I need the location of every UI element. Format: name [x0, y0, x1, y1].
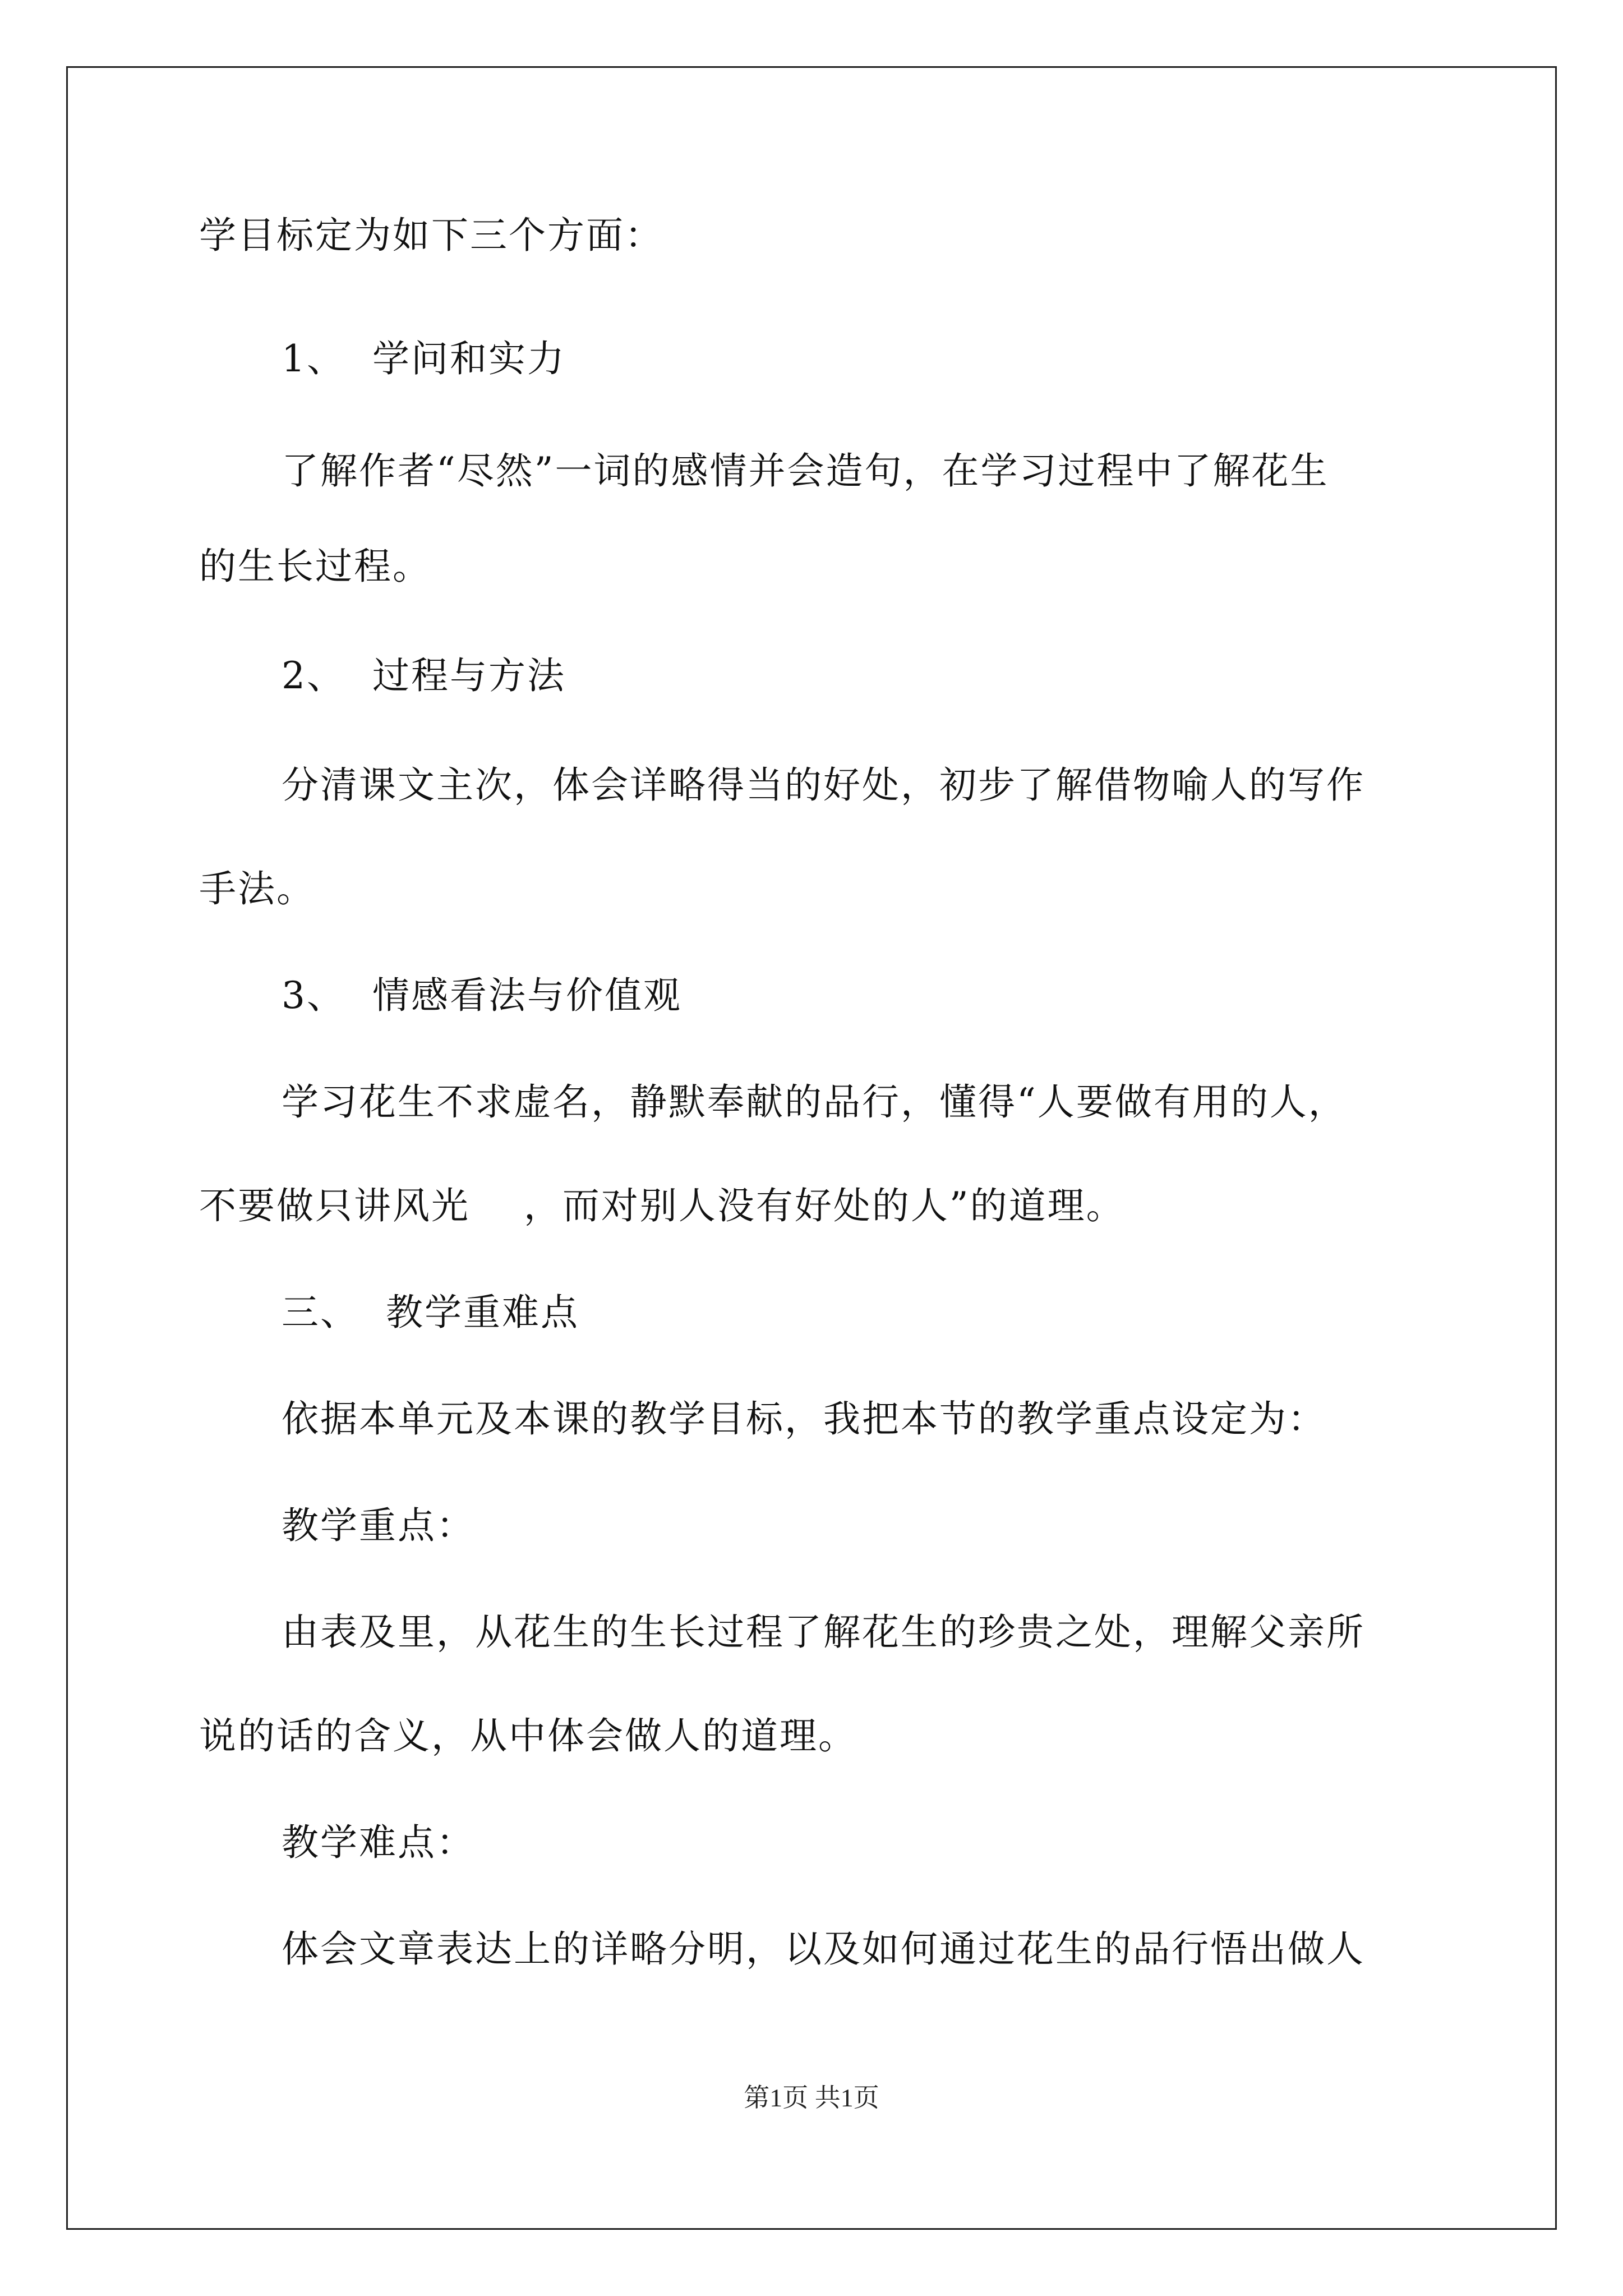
subheading: 教学重点：	[282, 1504, 475, 1547]
paragraph-line: 体会文章表达上的详略分明，以及如何通过花生的品行悟出做人	[282, 1927, 1365, 1971]
paragraph-line: 说的话的含义，从中体会做人的道理。	[199, 1714, 857, 1757]
section-heading: 3、 情感看法与价值观	[282, 974, 682, 1017]
paragraph-line: 手法。	[199, 867, 315, 910]
paragraph-line: 学习花生不求虚名，静默奉献的品行，懂得“人要做有用的人，	[282, 1080, 1347, 1124]
paragraph-line: 分清课文主次，体会详略得当的好处，初步了解借物喻人的写作	[282, 763, 1365, 807]
section-heading: 三、 教学重难点	[282, 1291, 579, 1334]
subheading: 教学难点：	[282, 1821, 475, 1864]
section-heading: 1、 学问和实力	[282, 337, 566, 380]
paragraph-line: 的生长过程。	[199, 545, 431, 588]
paragraph-line: 不要做只讲风光 ，而对别人没有好处的人”的道理。	[199, 1184, 1125, 1227]
paragraph-line: 依据本单元及本课的教学目标，我把本节的教学重点设定为：	[282, 1397, 1326, 1441]
paragraph-line: 了解作者“尽然”一词的感情并会造句，在学习过程中了解花生	[282, 449, 1329, 493]
text-line: 学目标定为如下三个方面：	[199, 214, 663, 257]
paragraph-line: 由表及里，从花生的生长过程了解花生的珍贵之处，理解父亲所	[282, 1611, 1365, 1654]
page-footer: 第1页 共1页	[744, 2083, 879, 2112]
section-heading: 2、 过程与方法	[282, 654, 566, 697]
page-border	[66, 66, 1557, 2230]
